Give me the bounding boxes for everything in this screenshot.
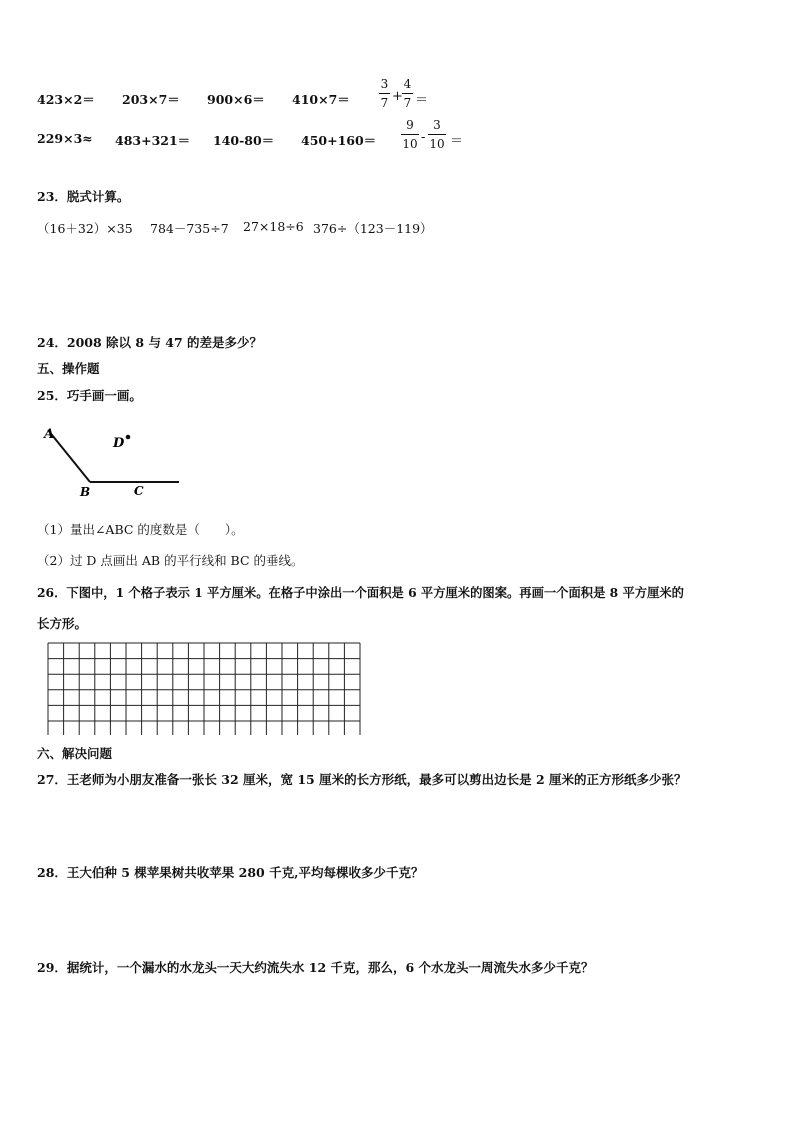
label-b: B xyxy=(80,485,91,499)
equals-sign: ＝ xyxy=(415,93,429,108)
q23-item: 376÷（123－119） xyxy=(313,221,433,236)
question-28: 28．王大伯种 5 棵苹果树共收苹果 280 千克,平均每棵收多少千克？ xyxy=(37,865,424,880)
point-d xyxy=(126,435,131,440)
fraction xyxy=(428,119,446,150)
operator: + xyxy=(392,89,403,104)
label-d: D xyxy=(113,436,125,451)
q23-item: 784－735÷7 xyxy=(150,221,229,236)
question-25-sub1: （1）量出∠ABC 的度数是（ ）。 xyxy=(37,522,244,537)
fraction xyxy=(402,78,413,109)
segment-ab xyxy=(48,430,90,482)
oral-item: 410×7＝ xyxy=(292,92,350,107)
denominator: 7 xyxy=(403,96,412,110)
oral-item: 450+160＝ xyxy=(301,133,377,148)
oral-item: 203×7＝ xyxy=(122,92,180,107)
oral-item: 483+321＝ xyxy=(115,133,191,148)
numerator: 3 xyxy=(433,118,441,132)
fraction xyxy=(379,78,390,109)
question-26-line2: 长方形。 xyxy=(37,616,88,631)
oral-item: 900×6＝ xyxy=(207,92,265,107)
denominator: 10 xyxy=(429,137,445,151)
oral-item: 229×3≈ xyxy=(37,131,93,146)
equals-sign: ＝ xyxy=(450,134,464,149)
fraction xyxy=(401,119,419,150)
numerator: 4 xyxy=(403,77,412,91)
q23-item: 27×18÷6 xyxy=(243,219,304,234)
question-25-title: 25．巧手画一画。 xyxy=(37,388,142,403)
denominator: 7 xyxy=(380,96,389,110)
oral-item: 423×2＝ xyxy=(37,92,95,107)
label-c: C xyxy=(134,484,144,498)
question-25-sub2: （2）过 D 点画出 AB 的平行线和 BC 的垂线。 xyxy=(37,553,304,568)
question-27: 27．王老师为小朋友准备一张长 32 厘米，宽 15 厘米的长方形纸，最多可以剪出边长是 2 厘米的正方形纸多少张？ xyxy=(37,772,687,787)
section-heading-6: 六、解决问题 xyxy=(37,746,113,761)
question-26-line1: 26．下图中，1 个格子表示 1 平方厘米。在格子中涂出一个面积是 6 平方厘米的图案。再画一个面积是 8 平方厘米的 xyxy=(37,585,684,600)
denominator: 10 xyxy=(402,137,418,151)
numerator: 9 xyxy=(406,118,414,132)
angle-abc-figure xyxy=(40,420,190,505)
square-grid[interactable] xyxy=(47,642,365,735)
question-23-title: 23．脱式计算。 xyxy=(37,189,130,204)
question-29: 29．据统计，一个漏水的水龙头一天大约流失水 12 千克，那么，6 个水龙头一周流失水多少千克？ xyxy=(37,960,594,975)
question-24: 24．2008 除以 8 与 47 的差是多少？ xyxy=(37,335,263,350)
label-a: A xyxy=(44,427,55,442)
section-heading-5: 五、操作题 xyxy=(37,361,100,376)
q23-item: （16＋32）×35 xyxy=(37,221,133,236)
numerator: 3 xyxy=(380,77,389,91)
operator: - xyxy=(421,130,426,145)
oral-item: 140-80＝ xyxy=(213,133,275,148)
